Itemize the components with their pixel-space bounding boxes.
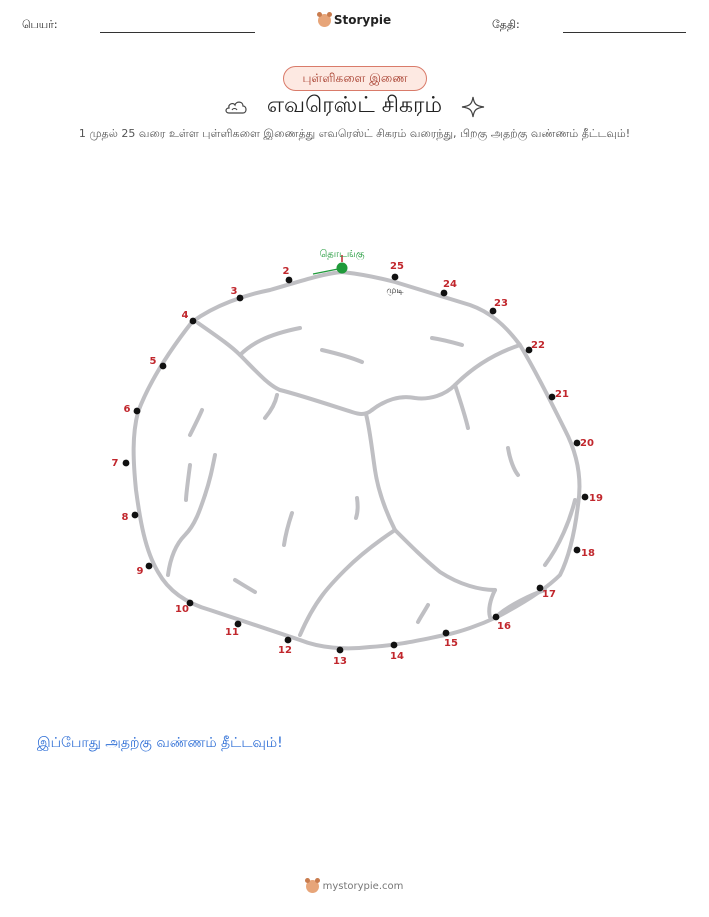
dot-number-6: 6 — [123, 404, 131, 415]
dot-number-18: 18 — [581, 548, 595, 559]
dot-24[interactable] — [441, 290, 448, 297]
dot-7[interactable] — [123, 460, 130, 467]
dot-number-7: 7 — [111, 458, 119, 469]
dot-19[interactable] — [582, 494, 589, 501]
dot-4[interactable] — [190, 318, 197, 325]
dot-number-11: 11 — [225, 627, 239, 638]
coloring-prompt: இப்போது அதற்கு வண்ணம் தீட்டவும்! — [37, 735, 283, 751]
dot-number-14: 14 — [390, 651, 404, 662]
dot-3[interactable] — [237, 295, 244, 302]
date-label: தேதி: — [492, 18, 520, 31]
dot-9[interactable] — [146, 563, 153, 570]
dot-18[interactable] — [574, 547, 581, 554]
dot-number-13: 13 — [333, 656, 347, 667]
dot-number-22: 22 — [531, 340, 545, 351]
dot-13[interactable] — [337, 647, 344, 654]
dot-25[interactable] — [392, 274, 399, 281]
dot-number-9: 9 — [136, 566, 144, 577]
dot-number-2: 2 — [282, 266, 290, 277]
start-dot[interactable] — [337, 263, 348, 274]
dot-2[interactable] — [286, 277, 293, 284]
footer-bear-icon — [306, 880, 319, 893]
page-title: எவரெஸ்ட் சிகரம் — [266, 93, 443, 118]
numbered-dots — [112, 261, 603, 667]
start-label: தொடங்கு — [319, 249, 365, 260]
dot-number-10: 10 — [175, 604, 189, 615]
dot-number-25: 25 — [390, 261, 404, 272]
name-label: பெயர்: — [22, 18, 58, 31]
dot-number-8: 8 — [121, 512, 129, 523]
dot-number-4: 4 — [181, 310, 189, 321]
dot-number-16: 16 — [497, 621, 511, 632]
dot-14[interactable] — [391, 642, 398, 649]
footer-url[interactable]: mystorypie.com — [322, 881, 404, 892]
dot-number-23: 23 — [494, 298, 508, 309]
mountain-outline — [134, 272, 580, 648]
dot-5[interactable] — [160, 363, 167, 370]
instructions: 1 முதல் 25 வரை உள்ள புள்ளிகளை இணைத்து எவரெஸ்ட் சிகரம் வரைந்து, பிறகு அதற்கு வண்ணம் தீட்டவும்! — [78, 127, 631, 140]
dot-number-24: 24 — [443, 279, 457, 290]
dot-12[interactable] — [285, 637, 292, 644]
dot-number-15: 15 — [444, 638, 458, 649]
end-label: முடி — [386, 286, 404, 296]
dot-16[interactable] — [493, 614, 500, 621]
dot-number-3: 3 — [230, 286, 238, 297]
dot-number-5: 5 — [149, 356, 157, 367]
dot-number-19: 19 — [589, 493, 603, 504]
dot-number-12: 12 — [278, 645, 292, 656]
activity-badge: புள்ளிகளை இணை — [283, 66, 427, 91]
dot-8[interactable] — [132, 512, 139, 519]
dot-number-17: 17 — [542, 589, 556, 600]
dot-6[interactable] — [134, 408, 141, 415]
footer — [0, 880, 709, 896]
dot-number-21: 21 — [555, 389, 569, 400]
dot-number-20: 20 — [580, 438, 594, 449]
dot-15[interactable] — [443, 630, 450, 637]
brand-name: Storypie — [333, 13, 392, 27]
